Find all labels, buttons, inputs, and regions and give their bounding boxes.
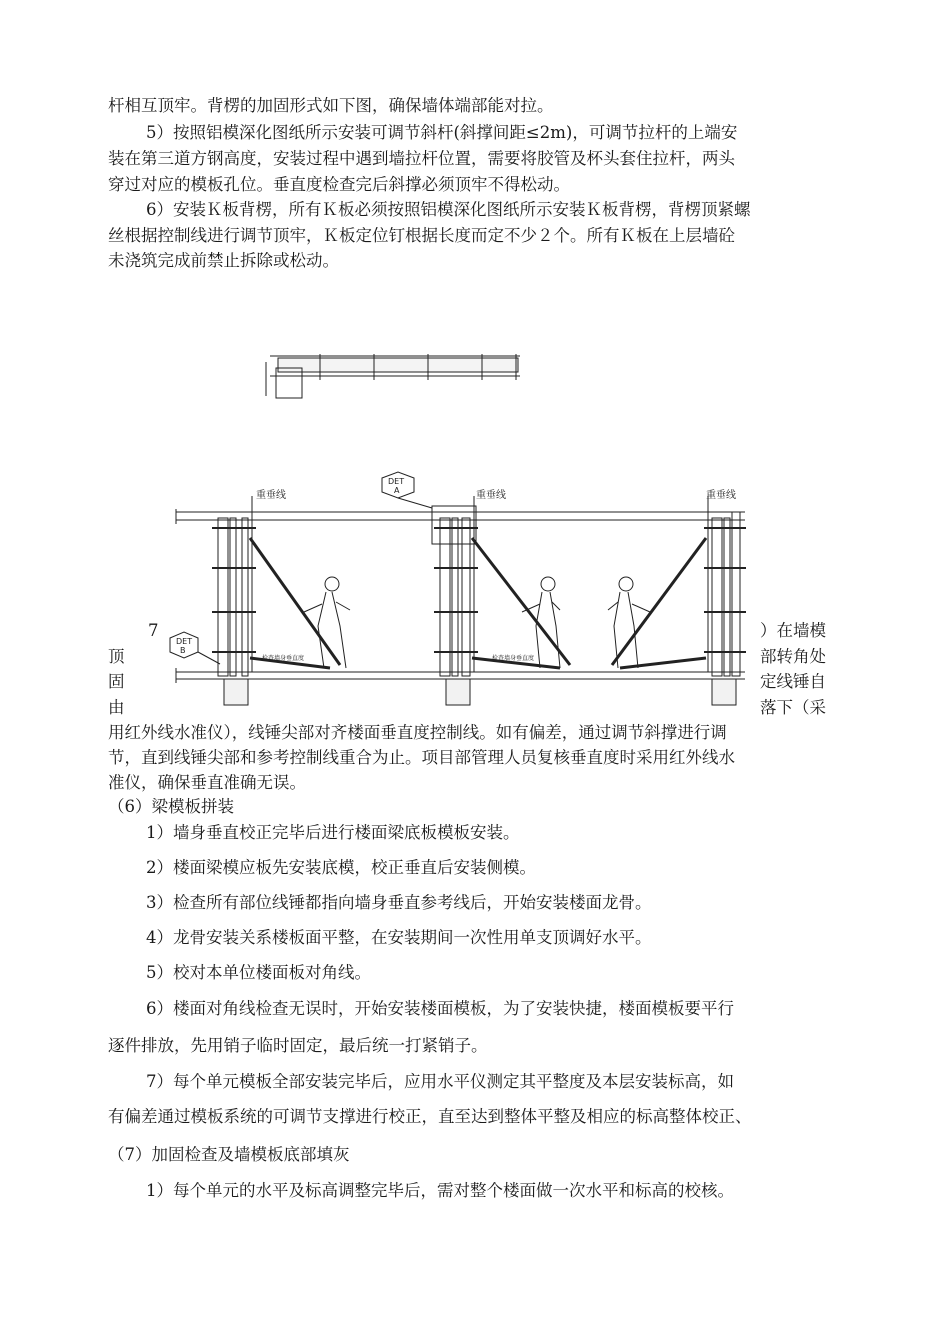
text-fragment: 顶: [108, 647, 125, 666]
text-line: 未浇筑完成前禁止拆除或松动。: [108, 251, 339, 270]
det-a-label: DET: [388, 477, 405, 486]
plumb-line-label: 重垂线: [256, 490, 286, 501]
plumb-line-label: 重垂线: [706, 490, 736, 501]
plumb-line-label: 重垂线: [476, 490, 506, 501]
text-line: 节，直到线锤尖部和参考控制线重合为止。项目部管理人员复核垂直度时采用红外线水: [108, 748, 735, 767]
text-fragment: 部转角处: [760, 647, 826, 666]
text-line: 3）检查所有部位线锤都指向墙身垂直参考线后，开始安装楼面龙骨。: [146, 893, 652, 912]
det-b-label: DET: [176, 637, 193, 646]
section-heading: （6）梁模板拼装: [108, 797, 234, 816]
det-a-label: A: [394, 486, 400, 495]
text-line: 杆相互顶牢。背楞的加固形式如下图，确保墙体端部能对拉。: [108, 96, 554, 115]
text-fragment: ）在墙模: [760, 621, 826, 640]
text-line: 准仪，确保垂直准确无误。: [108, 773, 306, 792]
text-fragment: 由: [108, 698, 125, 717]
text-fragment: 落下（采: [760, 698, 826, 717]
text-line: 1）每个单元的水平及标高调整完毕后，需对整个楼面做一次水平和标高的校核。: [146, 1181, 734, 1200]
det-b-label: B: [180, 646, 186, 655]
plan-view-strip: [266, 354, 520, 398]
text-line: 有偏差通过模板系统的可调节支撑进行校正，直至达到整体平整及相应的标高整体校正、: [108, 1107, 752, 1126]
section-heading: （7）加固检查及墙模板底部填灰: [108, 1145, 350, 1164]
text-line: 丝根据控制线进行调节顶牢，Ｋ板定位钉根据长度而定不少２个。所有Ｋ板在上层墙砼: [108, 226, 735, 245]
text-line: 2）楼面梁模应板先安装底模，校正垂直后安装侧模。: [146, 858, 536, 877]
text-line: 5）校对本单位楼面板对角线。: [146, 963, 371, 982]
text-line: 4）龙骨安装关系楼板面平整，在安装期间一次性用单支顶调好水平。: [146, 928, 652, 947]
note-label: 检查墙身垂直度: [262, 655, 305, 662]
text-line: 逐件排放，先用销子临时固定，最后统一打紧销子。: [108, 1036, 488, 1055]
text-line: 穿过对应的模板孔位。垂直度检查完后斜撑必须顶牢不得松动。: [108, 175, 570, 194]
text-fragment: 7: [148, 621, 159, 640]
text-fragment: 固: [108, 672, 125, 691]
text-line: 用红外线水准仪），线锤尖部对齐楼面垂直度控制线。如有偏差，通过调节斜撑进行调: [108, 723, 727, 742]
note-label: 检查墙身垂直度: [492, 655, 535, 662]
text-line: 5）按照铝模深化图纸所示安装可调节斜杆(斜撑间距≤2m)，可调节拉杆的上端安: [146, 123, 738, 142]
text-line: 6）安装Ｋ板背楞，所有Ｋ板必须按照铝模深化图纸所示安装Ｋ板背楞，背楞顶紧螺: [146, 200, 751, 219]
text-line: 装在第三道方钢高度，安装过程中遇到墙拉杆位置，需要将胶管及杯头套住拉杆，两头: [108, 149, 735, 168]
text-line: 1）墙身垂直校正完毕后进行楼面梁底板模板安装。: [146, 823, 520, 842]
text-fragment: 定线锤自: [760, 672, 826, 691]
text-line: 7）每个单元模板全部安装完毕后，应用水平仪测定其平整度及本层安装标高，如: [146, 1072, 734, 1091]
text-line: 6）楼面对角线检查无误时，开始安装楼面模板，为了安装快捷，楼面模板要平行: [146, 999, 734, 1018]
